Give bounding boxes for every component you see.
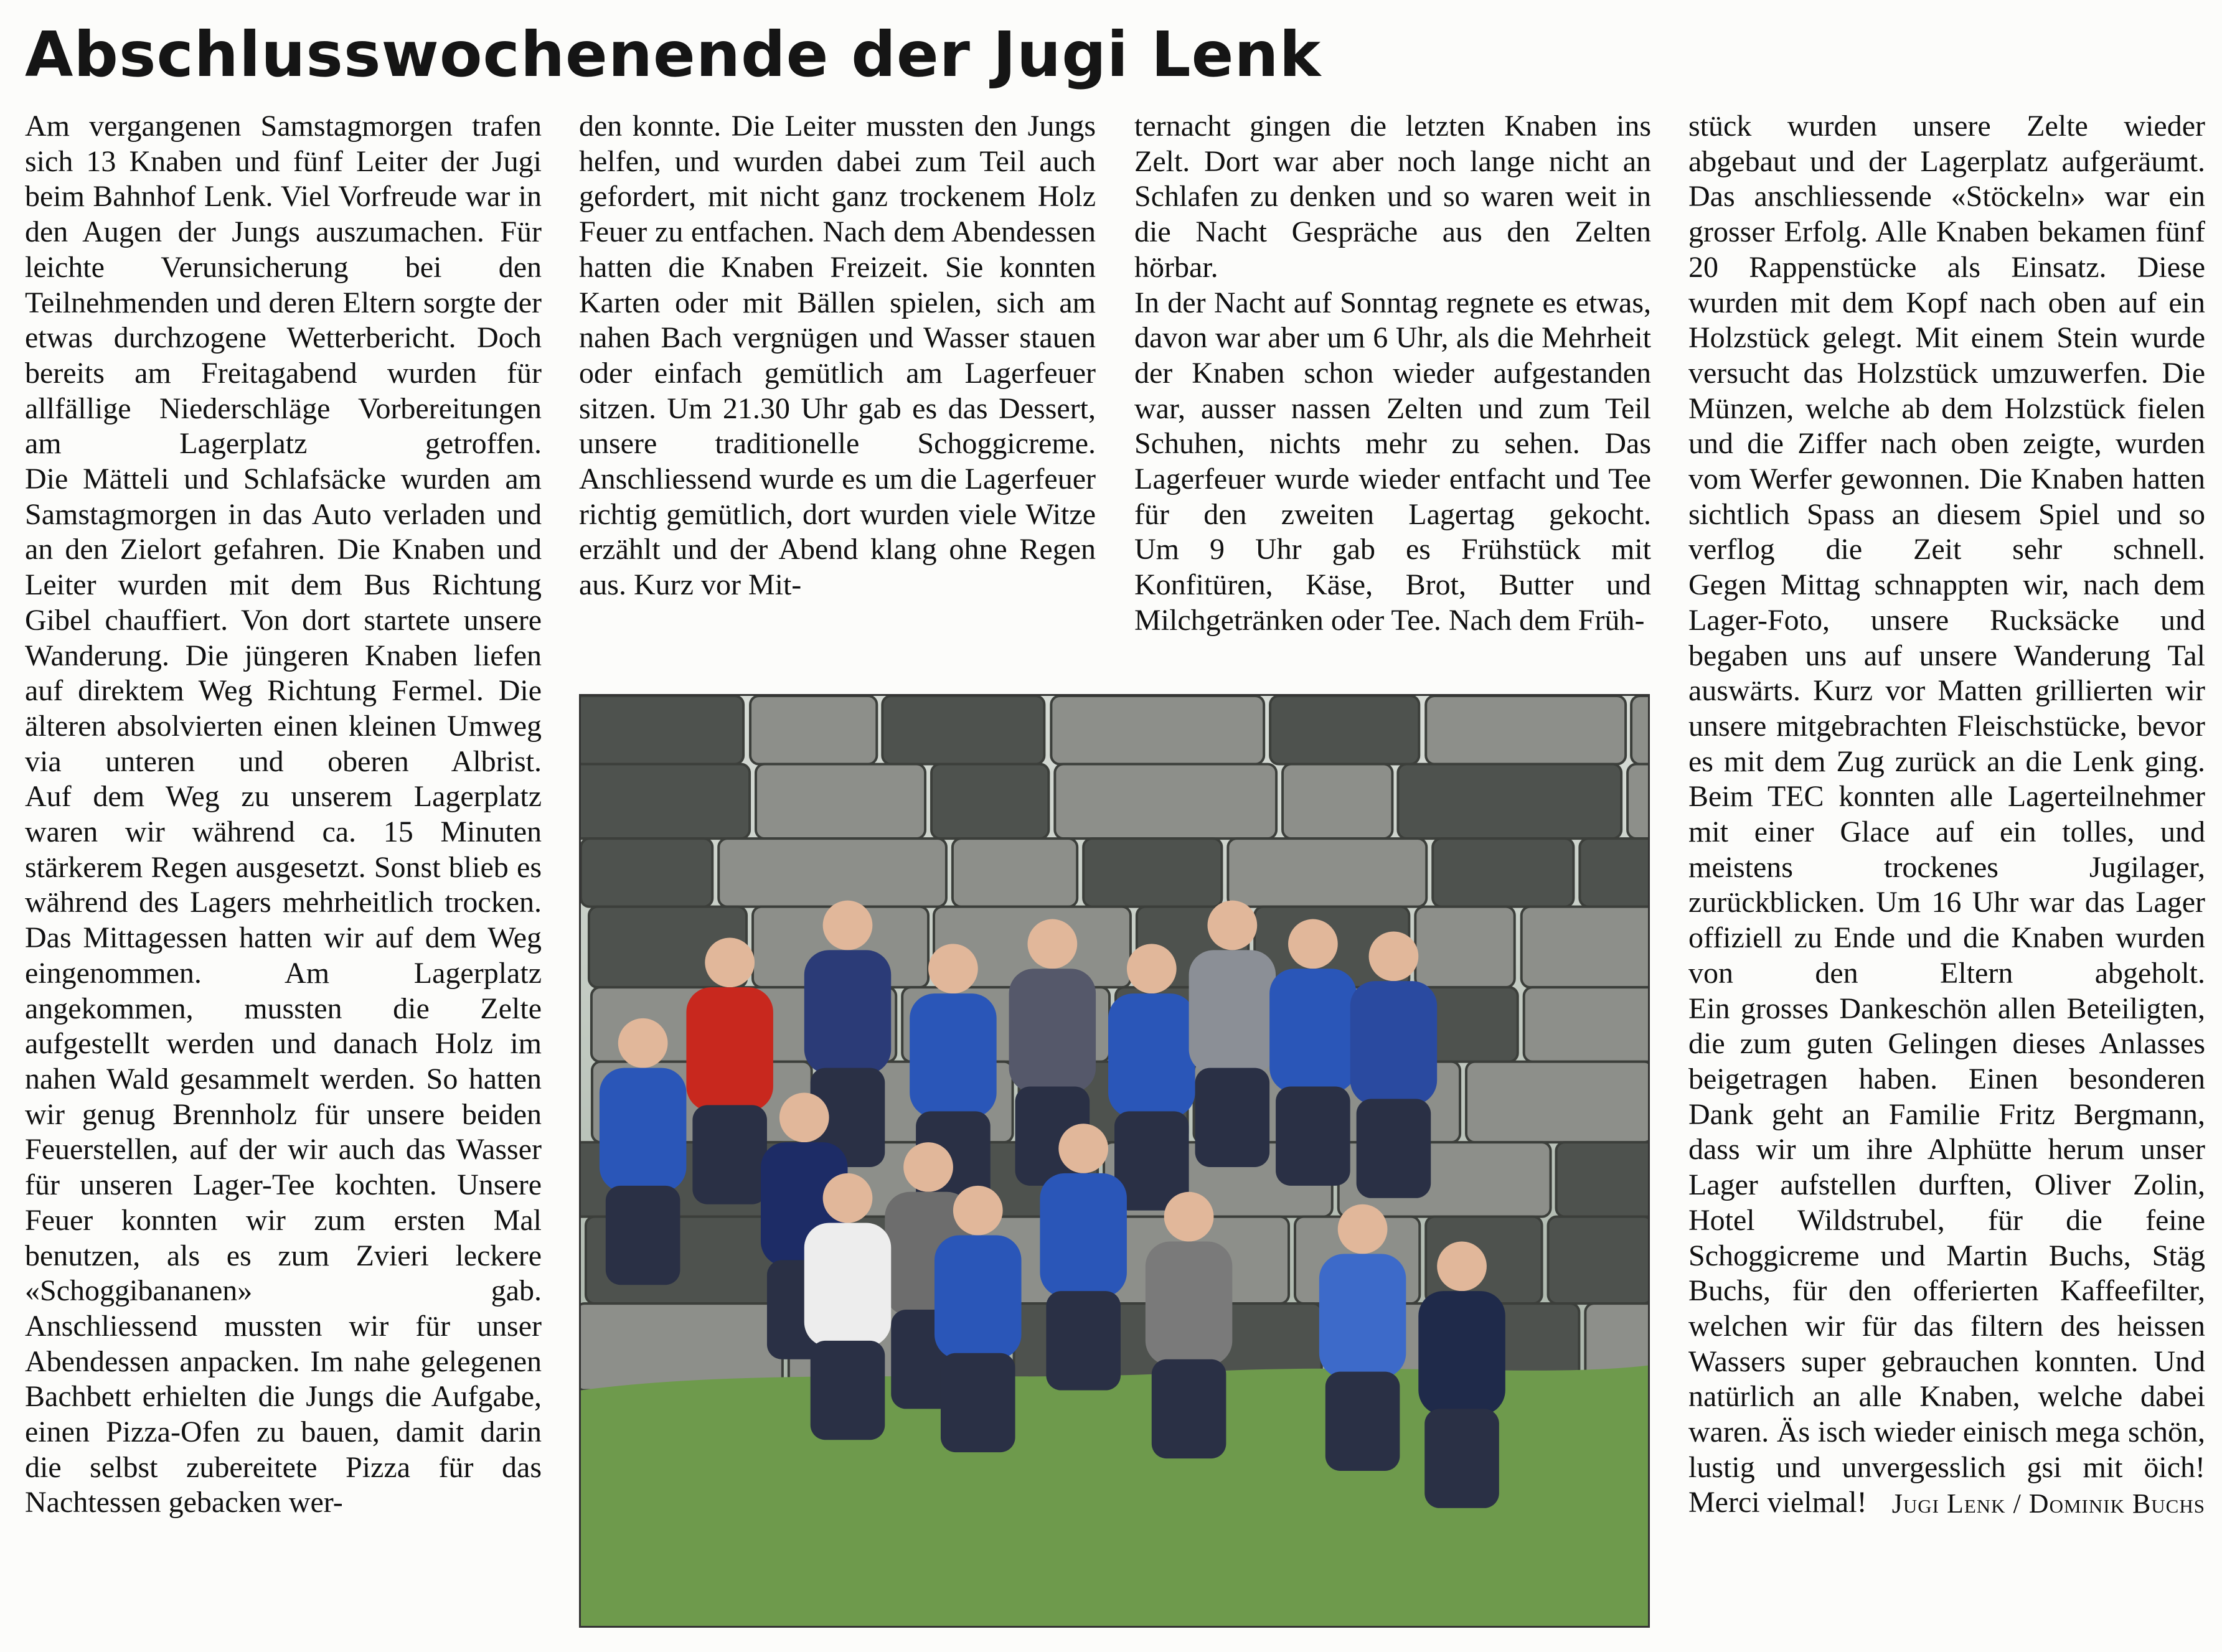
- person-legs: [692, 1105, 767, 1204]
- paragraph-text: Ein grosses Dankeschön allen Beteiligten, die zum guten Gelingen dieses Anlasses beigetragen haben. Einen besonderen Dank geht an Familie Fritz Bergmann, dass wir um ihre Alphütte herum unser Lager aufstellen durften, Oliver Zolin, Hotel Wildstrubel, für die feine Schoggicreme und Martin Buchs, Stäg Buchs, für den offerierten Kaffeefilter, welchen wir für das filtern des heissen Wassers super gebrauchen konnten. Und natürlich an alle Knaben, welche dabei waren. Äs isch wieder einisch mega schön, lustig und unvergesslich gsi mit öich! Merci vielmal!: [1688, 992, 2205, 1519]
- person-body: [600, 1068, 687, 1192]
- person-head: [1164, 1192, 1214, 1242]
- person-head: [705, 937, 755, 987]
- wall-stone: [1548, 1217, 1648, 1303]
- article-column-3: [1134, 109, 1651, 682]
- person-body: [686, 987, 773, 1111]
- wall-stone: [1283, 764, 1392, 839]
- person-body: [1319, 1254, 1406, 1377]
- wall-stone: [1051, 696, 1264, 764]
- person-body: [1350, 981, 1438, 1105]
- person-head: [618, 1018, 668, 1068]
- article-column-2: [579, 109, 1096, 682]
- wall-stone: [1433, 838, 1573, 907]
- paragraph: Am vergangenen Samstagmorgen trafen sich 13 Knaben und fünf Leiter der Jugi beim Bahnhof Lenk. Viel Vorfreude war in den Augen der Jungs auszumachen. Für leichte Verunsicherung bei den Teilnehmenden und deren Eltern sorgte der etwas durchzogene Wetterbericht. Doch bereits am Freitagabend wurden für allfällige Niederschläge Vorbereitungen am Lagerplatz getroffen.: [25, 110, 542, 461]
- person-body: [1146, 1241, 1233, 1365]
- person-body: [1108, 993, 1195, 1117]
- wall-stone: [1055, 764, 1276, 839]
- person-head: [953, 1186, 1003, 1236]
- wall-stone: [1522, 907, 1648, 987]
- person-body: [804, 1223, 892, 1347]
- wall-stone: [1270, 696, 1419, 764]
- article-column-4: [1688, 109, 2205, 1522]
- person-legs: [1046, 1291, 1121, 1390]
- person-body: [1269, 969, 1357, 1092]
- person-legs: [1325, 1372, 1400, 1471]
- wall-stone: [953, 838, 1077, 907]
- group-photo-illustration: [581, 696, 1648, 1626]
- person-body: [1009, 969, 1096, 1092]
- person-head: [903, 1142, 953, 1192]
- wall-stone: [581, 1303, 783, 1390]
- wall-stone: [882, 696, 1044, 764]
- paragraph: Gegen Mittag schnappten wir, nach dem Lager-Foto, unsere Rucksäcke und begaben uns auf unsere Wanderung Tal auswärts. Kurz vor Matten grillierten wir unsere mitgebrachten Fleischstücke, bevor es mit dem Zug zurück an die Lenk ging. Beim TEC konnten alle Lagerteilnehmer mit einer Glace auf ein tolles, und meistens trockenes Jugilager, zurückblicken. Um 16 Uhr war das Lager offiziell zu Ende und die Knaben wurden von den Eltern abgeholt.: [1688, 568, 2205, 990]
- person-legs: [1357, 1099, 1431, 1198]
- paragraph: [1688, 992, 2205, 1521]
- person-head: [823, 1173, 873, 1223]
- wall-stone: [718, 838, 946, 907]
- paragraph: stück wurden unsere Zelte wieder abgebaut und der Lagerplatz aufgeräumt. Das anschliessende «Stöckeln» war ein grosser Erfolg. Alle Knaben bekamen fünf 20 Rappenstücke als Einsatz. Diese wurden mit dem Kopf nach oben auf ein Holzstück gelegt. Mit einem Stein wurde versucht das Holzstück umzuwerfen. Die Münzen, welche ab dem Holzstück fielen und die Ziffer nach oben zeigte, wurden vom Werfer gewonnen. Die Knaben hatten sichtlich Spass an diesem Spiel und so verflog die Zeit sehr schnell.: [1688, 110, 2205, 566]
- paragraph: Auf dem Weg zu unserem Lagerplatz waren wir während ca. 15 Minuten stärkerem Regen ausgesetzt. Sonst blieb es während des Lagers mehrheitlich trocken.: [25, 780, 542, 919]
- wall-stone: [1524, 987, 1648, 1062]
- wall-stone: [1556, 1142, 1648, 1217]
- wall-stone: [1466, 1062, 1648, 1142]
- person-head: [1058, 1124, 1108, 1173]
- author-signature: Jugi Lenk / Dominik Buchs: [1891, 1488, 2205, 1519]
- person-body: [934, 1236, 1022, 1359]
- paragraph: Die Mätteli und Schlafsäcke wurden am Samstagmorgen in das Auto verladen und an den Zielort gefahren. Die Knaben und Leiter wurden mit dem Bus Richtung Gibel chauffiert. Von dort startete unsere Wanderung. Die jüngeren Knaben liefen auf direktem Weg Richtung Fermel. Die älteren absolvierten einen kleinen Umweg via unteren und oberen Albrist.: [25, 462, 542, 778]
- person-legs: [1152, 1359, 1226, 1458]
- wall-stone: [1627, 764, 1648, 839]
- person-legs: [1276, 1086, 1350, 1185]
- person-head: [1027, 919, 1077, 969]
- paragraph: Um 9 Uhr gab es Frühstück mit Konfitüren, Käse, Brot, Butter und Milchgetränken oder Tee. Nach dem Früh-: [1134, 533, 1651, 637]
- paragraph: Das Mittagessen hatten wir auf dem Weg eingenommen. Am Lagerplatz angekommen, mussten die Zelte aufgestellt werden und danach Holz im nahen Wald gesammelt werden. So hatten wir genug Brennholz für unsere beiden Feuerstellen, auf der wir auch das Wasser für unseren Lager-Tee kochten. Unsere Feuer konnten wir zum ersten Mal benutzen, als es zum Zvieri leckere «Schoggibananen» gab.: [25, 921, 542, 1308]
- person-legs: [941, 1353, 1015, 1452]
- person-head: [1437, 1241, 1487, 1291]
- paragraph: den konnte. Die Leiter mussten den Jungs helfen, und wurden dabei zum Teil auch gefordert, mit nicht ganz trockenem Holz Feuer zu entfachen. Nach dem Abendessen hatten die Knaben Freizeit. Sie konnten Karten oder mit Bällen spielen, sich am nahen Bach vergnügen und Wasser stauen oder einfach gemütlich am Lagerfeuer sitzen. Um 21.30 Uhr gab es das Dessert, unsere traditionelle Schoggicreme.: [579, 110, 1096, 461]
- wall-stone: [1398, 764, 1621, 839]
- person-head: [1288, 919, 1338, 969]
- paragraph: Anschliessend wurde es um die Lagerfeuer richtig gemütlich, dort wurden viele Witze erzählt und der Abend klang ohne Regen aus. Kurz vor Mit-: [579, 462, 1096, 602]
- person-legs: [811, 1341, 885, 1440]
- person-body: [1418, 1291, 1505, 1415]
- person-body: [1189, 950, 1276, 1074]
- person-body: [1040, 1173, 1127, 1297]
- paragraph: In der Nacht auf Sonntag regnete es etwas, davon war aber um 6 Uhr, als die Mehrheit der Knaben schon wieder aufgestanden war, ausser nassen Zelten und zum Teil Schuhen, nichts mehr zu sehen. Das Lagerfeuer wurde wieder entfacht und Tee für den zweiten Lagertag gekocht.: [1134, 286, 1651, 531]
- person-head: [1127, 944, 1177, 993]
- wall-stone: [1083, 838, 1222, 907]
- person-head: [1207, 901, 1257, 950]
- wall-stone: [1426, 696, 1626, 764]
- person-head: [1369, 931, 1419, 981]
- article-column-1: [25, 109, 542, 1521]
- person-head: [928, 944, 978, 993]
- person-head: [823, 901, 873, 950]
- article-headline: Abschlusswochenende der Jugi Lenk: [25, 18, 1322, 91]
- wall-stone: [581, 838, 712, 907]
- wall-stone: [931, 764, 1048, 839]
- wall-stone: [581, 764, 750, 839]
- wall-stone: [1228, 838, 1426, 907]
- wall-stone: [1631, 696, 1648, 764]
- person-body: [804, 950, 892, 1074]
- group-photo: [579, 694, 1650, 1628]
- person-legs: [606, 1186, 680, 1285]
- wall-stone: [1579, 838, 1648, 907]
- person-legs: [1424, 1409, 1499, 1508]
- wall-stone: [750, 696, 877, 764]
- paragraph: Anschliessend mussten wir für unser Abendessen anpacken. Im nahe gelegenen Bachbett erhielten die Jungs die Aufgabe, einen Pizza-Ofen zu bauen, damit darin die selbst zubereitete Pizza für das Nachtessen gebacken wer-: [25, 1309, 542, 1519]
- person-legs: [1195, 1068, 1270, 1167]
- wall-stone: [581, 696, 743, 764]
- person-head: [779, 1092, 829, 1142]
- paragraph: ternacht gingen die letzten Knaben ins Zelt. Dort war aber noch lange nicht an Schlafen zu denken und so waren weit in die Nacht Gespräche aus den Zelten hörbar.: [1134, 110, 1651, 284]
- person-body: [910, 993, 997, 1117]
- wall-stone: [756, 764, 925, 839]
- wall-stone: [1415, 907, 1514, 987]
- person-head: [1338, 1204, 1388, 1254]
